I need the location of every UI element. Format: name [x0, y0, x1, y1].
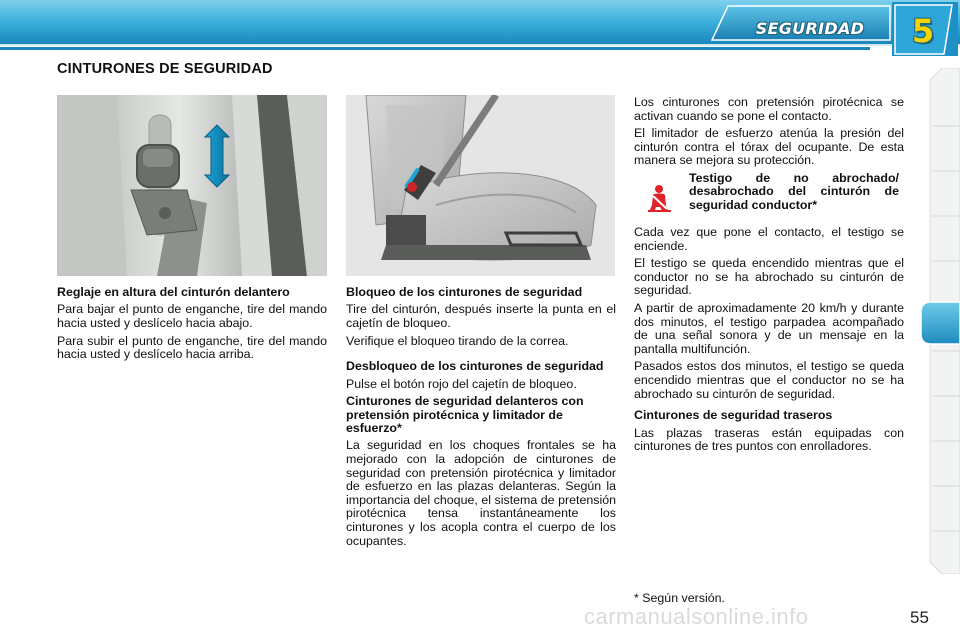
warning-lamp-heading: Testigo de no abrochado/ desabrochado del cinturón de seguridad conductor* [689, 170, 899, 212]
paragraph: Verifique el bloqueo tirando de la correa. [346, 333, 569, 348]
watermark: carmanualsonline.info [584, 604, 809, 629]
column-locking [346, 286, 616, 552]
paragraph: Para bajar el punto de enganche, tire del mando hacia usted y deslícelo hacia abajo. [57, 302, 327, 330]
paragraph: El limitador de esfuerzo atenúa la presión del cinturón contra el tórax del ocupante. De esta manera se mejora su protección. [634, 126, 904, 168]
section-heading-pretensioner: Cinturones de seguridad delanteros con pretensión pirotécnica y limitador de esfuerzo* [346, 394, 584, 435]
page-title: CINTURONES DE SEGURIDAD [57, 61, 273, 77]
seatbelt-height-adjuster-image [57, 95, 327, 276]
paragraph: Las plazas traseras están equipadas con cinturones de tres puntos con enrolladores. [634, 425, 904, 454]
seatbelt-warning-icon [644, 184, 674, 214]
column-height-adjustment [57, 286, 327, 366]
chapter-title: SEGURIDAD [755, 19, 865, 38]
page-number: 55 [910, 608, 929, 627]
section-heading-unlocking: Desbloqueo de los cinturones de seguridad [346, 359, 604, 374]
paragraph: Pulse el botón rojo del cajetín de bloqueo. [346, 376, 577, 391]
paragraph: Los cinturones con pretensión pirotécnica se activan cuando se pone el contacto. [634, 95, 904, 123]
section-heading-locking: Bloqueo de los cinturones de seguridad [346, 285, 583, 299]
seatbelt-buckle-image [346, 95, 615, 276]
column-warning-lamp [634, 96, 904, 458]
paragraph: A partir de aproximadamente 20 km/h y durante dos minutos, el testigo parpadea acompañado de una señal sonora y de un mensaje en la pantalla multifunción. [634, 300, 904, 356]
paragraph: Tire del cinturón, después inserte la punta en el cajetín de bloqueo. [346, 302, 616, 330]
paragraph: Cada vez que pone el contacto, el testigo se enciende. [634, 224, 904, 253]
chapter-number: 5 [911, 12, 935, 50]
paragraph: La seguridad en los choques frontales se ha mejorado con la adopción de cinturones de seguridad con pretensión pirotécnica y limitador de esfuerzo en las plazas delanteras. Según la importancia del choque, el sistema de pretensión pirotécnica tensa instantáneamente los cinturones y los acopla contra el cuerpo de los ocupantes. [346, 438, 616, 548]
paragraph: El testigo se queda encendido mientras que el conductor no se ha abrochado su cinturón de seguridad. [634, 256, 904, 298]
section-heading-height-adjustment: Reglaje en altura del cinturón delantero [57, 285, 290, 299]
chapter-tab-active[interactable] [917, 300, 960, 346]
section-heading-rear-belts: Cinturones de seguridad traseros [634, 408, 833, 423]
footnote: * Según versión. [634, 591, 725, 605]
paragraph: Para subir el punto de enganche, tire del mando hacia usted y deslícelo hacia arriba. [57, 333, 327, 362]
warning-lamp-box [634, 172, 904, 220]
paragraph: Pasados estos dos minutos, el testigo se queda encendido mientras que el conductor no se ha abrochado su cinturón de seguridad. [634, 359, 904, 401]
